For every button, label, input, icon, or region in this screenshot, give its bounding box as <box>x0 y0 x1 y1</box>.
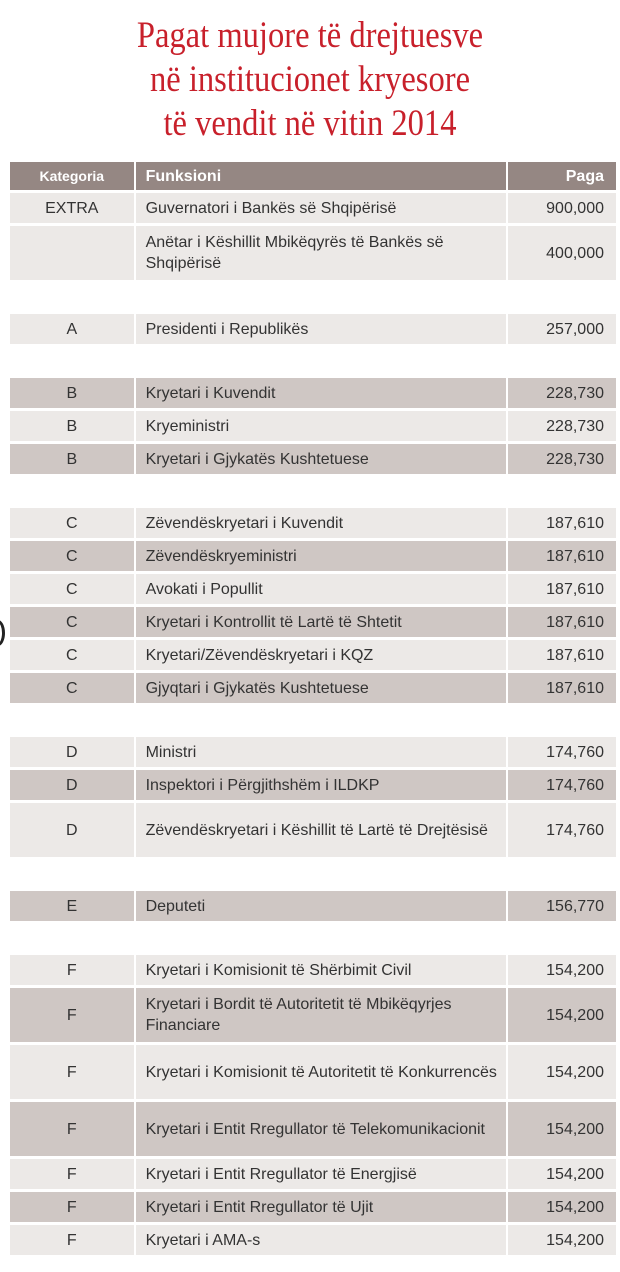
category-cell: F <box>10 1192 134 1222</box>
function-cell: Guvernatori i Bankës së Shqipërisë <box>136 193 507 223</box>
table-row <box>10 988 616 1042</box>
table-row <box>10 955 616 985</box>
table-row <box>10 574 616 604</box>
category-cell: C <box>10 640 134 670</box>
table-row <box>10 226 616 280</box>
category-cell: F <box>10 1159 134 1189</box>
table-row <box>10 1192 616 1222</box>
category-cell: B <box>10 378 134 408</box>
table-row <box>10 607 616 637</box>
category-cell: D <box>10 803 134 857</box>
salary-cell: 900,000 <box>508 193 616 223</box>
category-cell: F <box>10 1045 134 1099</box>
table-row <box>10 1225 616 1255</box>
salary-cell: 257,000 <box>508 314 616 344</box>
category-cell: F <box>10 955 134 985</box>
salary-cell: 187,610 <box>508 607 616 637</box>
category-cell: C <box>10 574 134 604</box>
function-cell: Kryetari i Bordit të Autoritetit të Mbikëqyrjes Financiare <box>136 988 507 1042</box>
group-spacer <box>10 283 616 311</box>
function-cell: Kryetari i Entit Rregullator të Ujit <box>136 1192 507 1222</box>
title-line-1: Pagat mujore të drejtuesve <box>136 15 484 56</box>
category-cell: D <box>10 737 134 767</box>
table-row <box>10 378 616 408</box>
salary-cell: 154,200 <box>508 1225 616 1255</box>
function-cell: Zëvendëskryetari i Kuvendit <box>136 508 507 538</box>
salary-cell: 174,760 <box>508 770 616 800</box>
salary-cell: 187,610 <box>508 574 616 604</box>
function-cell: Kryetari i Gjykatës Kushtetuese <box>136 444 507 474</box>
page-edge-mark <box>0 620 5 646</box>
function-cell: Kryetari i Komisionit të Autoritetit të Konkurrencës <box>136 1045 507 1099</box>
salary-cell: 228,730 <box>508 444 616 474</box>
salary-cell: 187,610 <box>508 640 616 670</box>
salary-cell: 154,200 <box>508 988 616 1042</box>
salary-cell: 187,610 <box>508 541 616 571</box>
group-spacer <box>10 706 616 734</box>
table-row <box>10 640 616 670</box>
header-function: Funksioni <box>136 162 507 190</box>
function-cell: Anëtar i Këshillit Mbikëqyrës të Bankës së Shqipërisë <box>136 226 507 280</box>
category-cell: F <box>10 988 134 1042</box>
salary-cell: 156,770 <box>508 891 616 921</box>
function-cell: Zëvendëskryeministri <box>136 541 507 571</box>
salary-cell: 174,760 <box>508 737 616 767</box>
table-row <box>10 444 616 474</box>
header-category: Kategoria <box>10 162 134 190</box>
salary-cell: 154,200 <box>508 1192 616 1222</box>
category-cell: B <box>10 411 134 441</box>
group-spacer <box>10 860 616 888</box>
function-cell: Kryetari i Entit Rregullator të Energjisë <box>136 1159 507 1189</box>
table-row <box>10 673 616 703</box>
category-cell: C <box>10 607 134 637</box>
function-cell: Kryetari i Entit Rregullator të Telekomunikacionit <box>136 1102 507 1156</box>
function-cell: Kryetari i Kuvendit <box>136 378 507 408</box>
function-cell: Gjyqtari i Gjykatës Kushtetuese <box>136 673 507 703</box>
table-row <box>10 1045 616 1099</box>
salary-cell: 228,730 <box>508 378 616 408</box>
function-cell: Deputeti <box>136 891 507 921</box>
category-cell: EXTRA <box>10 193 134 223</box>
category-cell: C <box>10 673 134 703</box>
table-row <box>10 1159 616 1189</box>
function-cell: Kryetari i Kontrollit të Lartë të Shtetit <box>136 607 507 637</box>
group-spacer <box>10 347 616 375</box>
function-cell: Kryeministri <box>136 411 507 441</box>
header-salary: Paga <box>508 162 616 190</box>
function-cell: Zëvendëskryetari i Këshillit të Lartë të Drejtësisë <box>136 803 507 857</box>
table-header-row <box>10 162 616 190</box>
function-cell: Kryetari i AMA-s <box>136 1225 507 1255</box>
table-row <box>10 737 616 767</box>
salary-cell: 228,730 <box>508 411 616 441</box>
category-cell: D <box>10 770 134 800</box>
group-spacer <box>10 477 616 505</box>
table-row <box>10 314 616 344</box>
salary-cell: 154,200 <box>508 955 616 985</box>
salary-cell: 154,200 <box>508 1159 616 1189</box>
salary-cell: 187,610 <box>508 673 616 703</box>
function-cell: Ministri <box>136 737 507 767</box>
function-cell: Inspektori i Përgjithshëm i ILDKP <box>136 770 507 800</box>
category-cell: F <box>10 1102 134 1156</box>
salary-cell: 400,000 <box>508 226 616 280</box>
table-row <box>10 193 616 223</box>
category-cell: F <box>10 1225 134 1255</box>
table-row <box>10 803 616 857</box>
function-cell: Kryetari i Komisionit të Shërbimit Civil <box>136 955 507 985</box>
table-row <box>10 1102 616 1156</box>
category-cell: B <box>10 444 134 474</box>
category-cell: A <box>10 314 134 344</box>
title-line-3: të vendit në vitin 2014 <box>163 103 457 144</box>
category-cell: E <box>10 891 134 921</box>
function-cell: Presidenti i Republikës <box>136 314 507 344</box>
table-row <box>10 770 616 800</box>
table-row <box>10 508 616 538</box>
salary-cell: 154,200 <box>508 1045 616 1099</box>
category-cell: C <box>10 541 134 571</box>
page-title <box>37 14 583 146</box>
salary-table <box>10 162 616 1255</box>
function-cell: Avokati i Popullit <box>136 574 507 604</box>
category-cell <box>10 226 134 280</box>
salary-cell: 187,610 <box>508 508 616 538</box>
table-row <box>10 891 616 921</box>
salary-cell: 154,200 <box>508 1102 616 1156</box>
salary-cell: 174,760 <box>508 803 616 857</box>
group-spacer <box>10 924 616 952</box>
table-row <box>10 541 616 571</box>
table-row <box>10 411 616 441</box>
title-line-2: në institucionet kryesore <box>149 59 471 100</box>
function-cell: Kryetari/Zëvendëskryetari i KQZ <box>136 640 507 670</box>
category-cell: C <box>10 508 134 538</box>
